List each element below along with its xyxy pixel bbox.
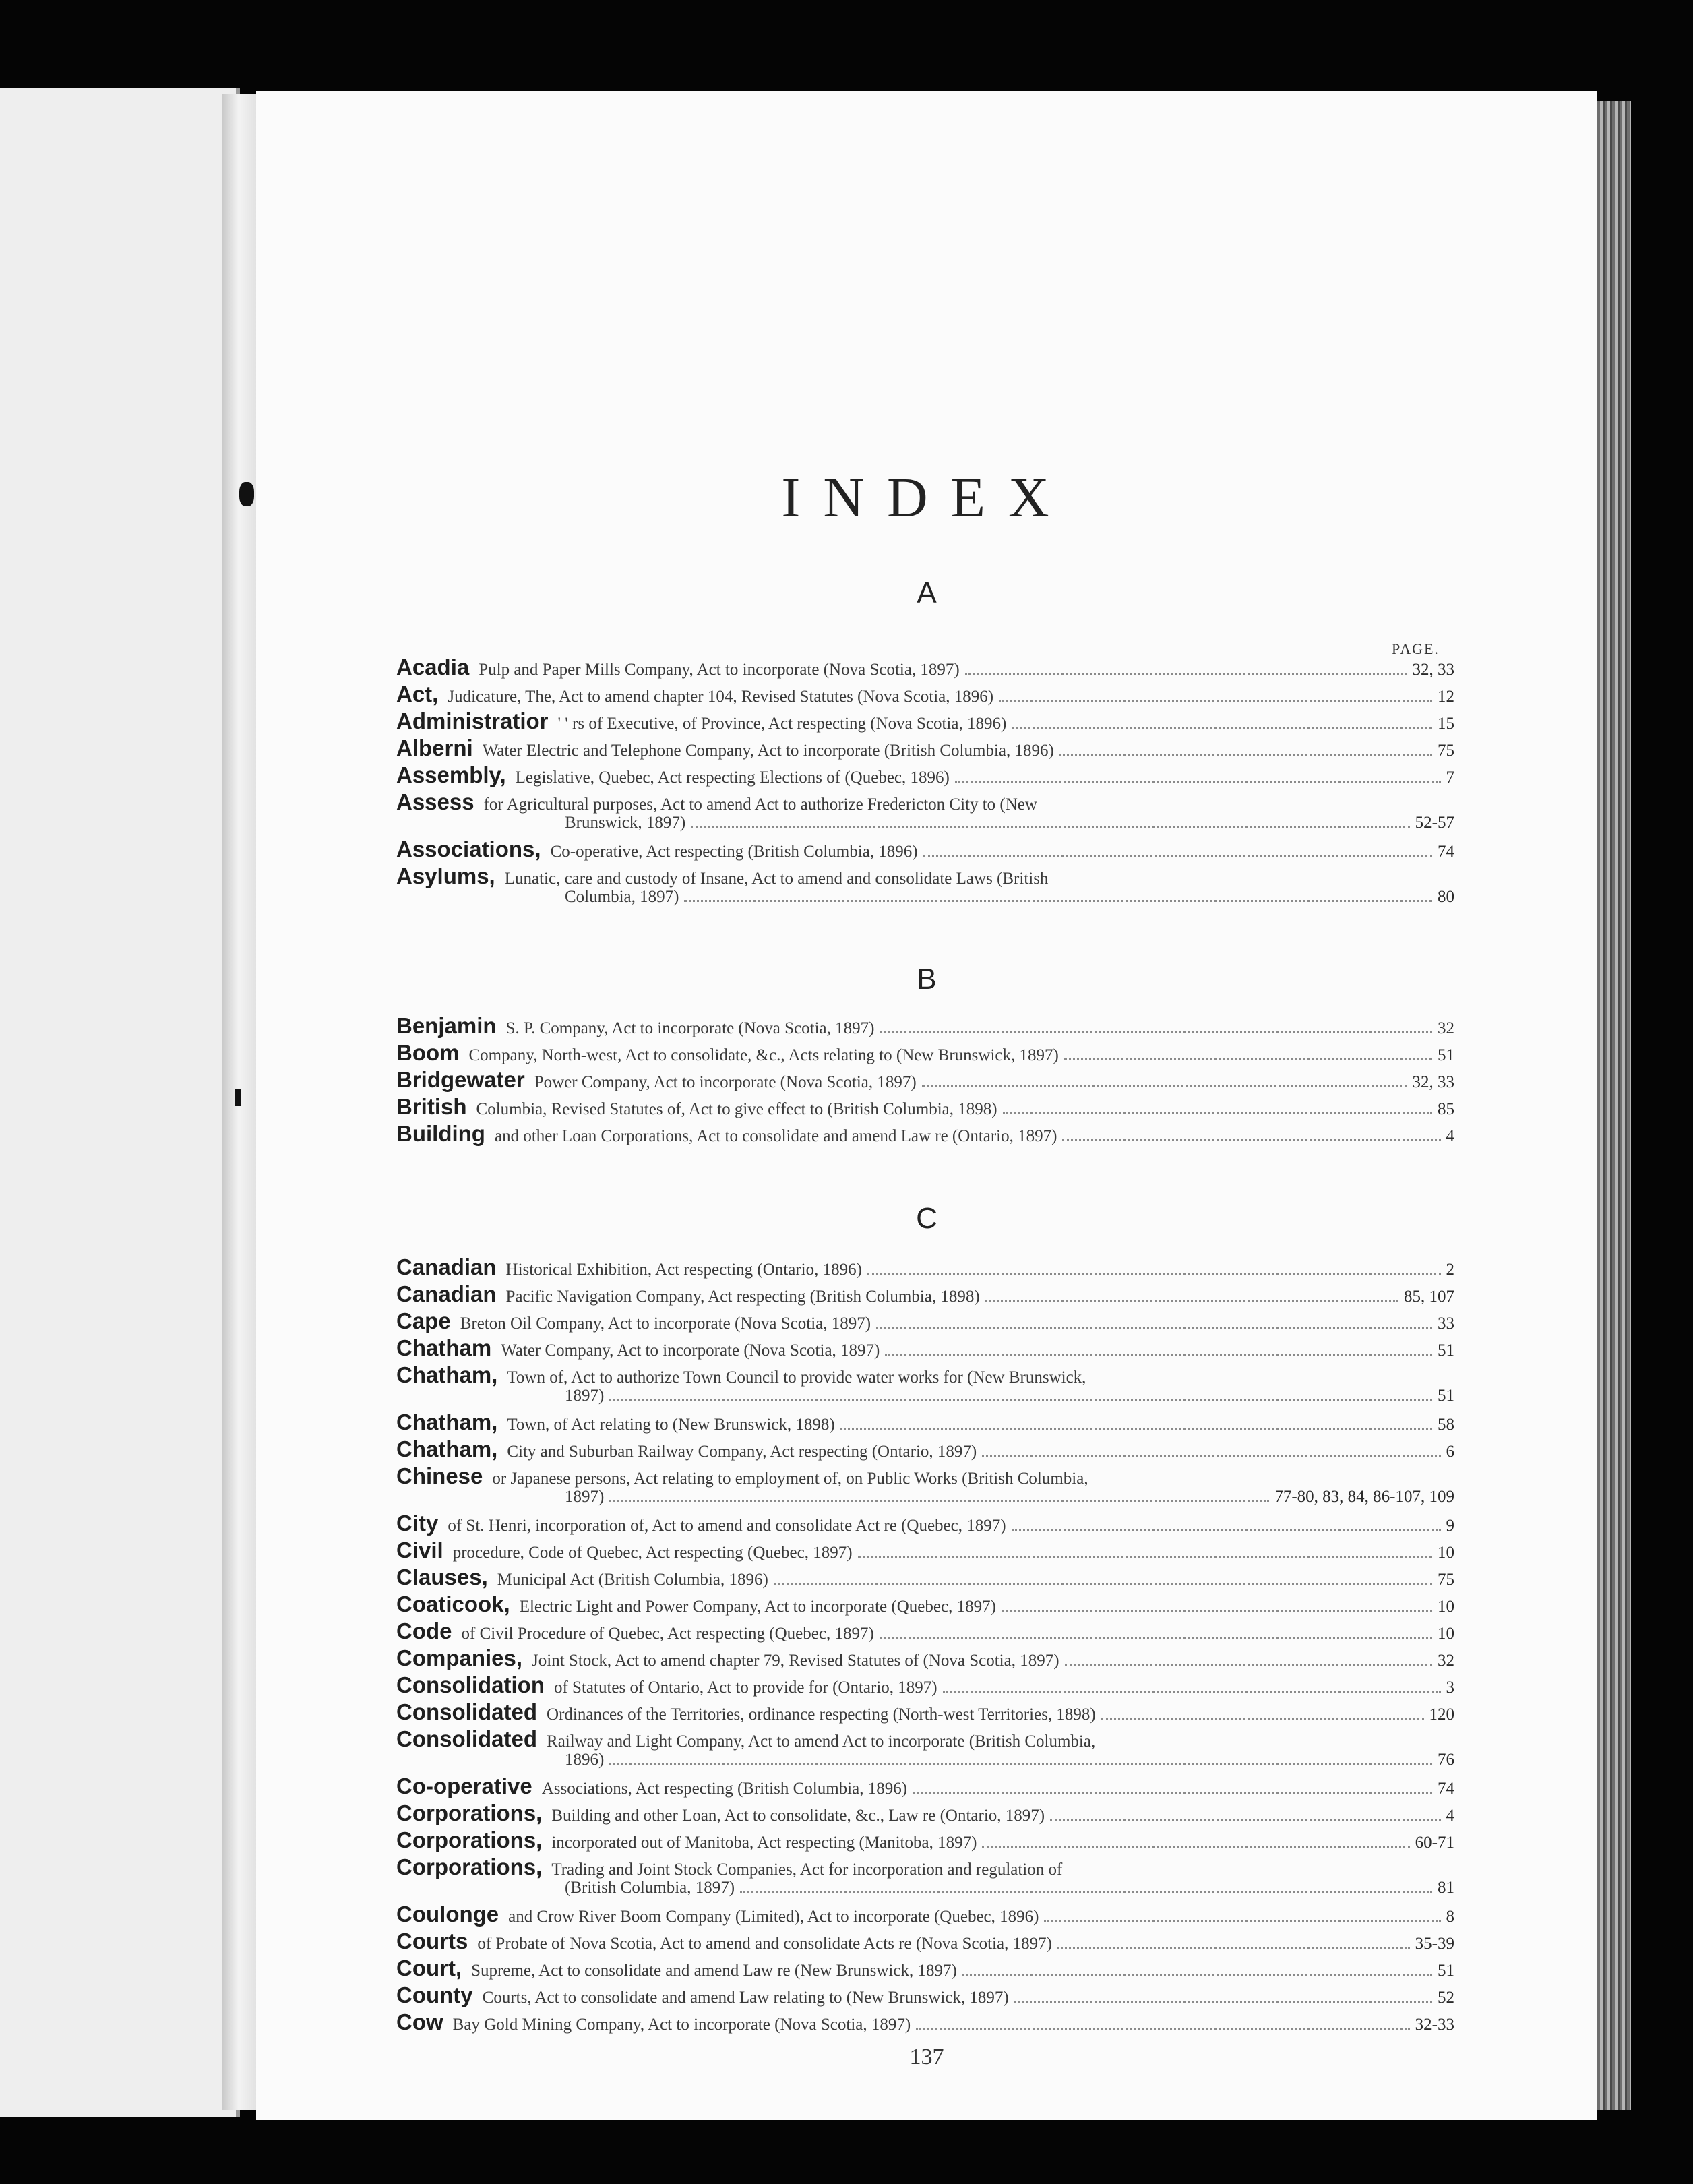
section-letter-c: C (916, 1202, 937, 1235)
entry-heading: Assembly, (396, 762, 506, 787)
index-entry (396, 789, 1454, 834)
left-page (0, 88, 240, 2117)
entry-heading: Co-operative (396, 1773, 532, 1798)
leader-dots (1057, 1947, 1410, 1949)
index-entry (396, 1254, 1454, 1279)
index-entry-line (396, 1067, 1454, 1091)
entry-description: of Probate of Nova Scotia, Act to amend and consolidate Acts re (Nova Scotia, 1897) (477, 1935, 1052, 1953)
index-entry-line (396, 1013, 1454, 1037)
entry-heading: Chatham, (396, 1362, 498, 1387)
entry-heading: Consolidated (396, 1726, 538, 1751)
section-c-entries (396, 1254, 1454, 2036)
entry-continuation-line (396, 888, 1454, 908)
leader-dots (1050, 1819, 1440, 1821)
entry-heading: Corporations, (396, 1827, 543, 1852)
section-letter-b: B (917, 963, 937, 996)
leader-dots (609, 1763, 1432, 1765)
entry-page-ref: 85, 107 (1404, 1287, 1454, 1306)
leader-dots (774, 1583, 1432, 1585)
entry-heading: Asylums, (396, 863, 495, 888)
entry-description: Legislative, Quebec, Act respecting Elections of (Quebec, 1896) (515, 768, 950, 787)
leader-dots (916, 2028, 1409, 2030)
entry-page-ref: 76 (1438, 1751, 1454, 1769)
entry-description: Municipal Act (British Columbia, 1896) (497, 1571, 768, 1589)
page-title: INDEX (781, 466, 1072, 529)
index-entry (396, 1773, 1454, 1798)
section-a-entries (396, 655, 1454, 911)
entry-heading: Boom (396, 1040, 460, 1065)
index-entry-line (396, 1672, 1454, 1697)
entry-description: of Civil Procedure of Quebec, Act respecting (Quebec, 1897) (461, 1625, 874, 1643)
entry-description: of St. Henri, incorporation of, Act to amend and consolidate Act re (Quebec, 1897) (448, 1517, 1006, 1535)
leader-dots (1014, 2001, 1432, 2003)
entry-page-ref: 33 (1438, 1314, 1454, 1333)
index-entry-line (396, 1854, 1454, 1879)
page-stack-edge (1597, 101, 1631, 2110)
entry-heading: Administratior (396, 708, 549, 733)
entry-continuation: 1897) (565, 1488, 605, 1506)
entry-page-ref: 4 (1446, 1807, 1454, 1825)
index-entry-line (396, 1094, 1454, 1118)
index-entry (396, 1699, 1454, 1724)
entry-continuation-line (396, 1879, 1454, 1899)
index-entry-line (396, 1726, 1454, 1751)
leader-dots (867, 1273, 1441, 1275)
entry-description: Electric Light and Power Company, Act to incorporate (Quebec, 1897) (519, 1598, 996, 1616)
entry-heading: Canadian (396, 1254, 497, 1279)
entry-heading: Chatham (396, 1335, 492, 1360)
index-entry-line (396, 1121, 1454, 1145)
index-entry-line (396, 837, 1454, 861)
entry-page-ref: 32-33 (1415, 2015, 1454, 2034)
entry-heading: Chatham, (396, 1409, 498, 1434)
entry-heading: Court, (396, 1955, 462, 1980)
index-entry (396, 1591, 1454, 1616)
leader-dots (1002, 1610, 1432, 1612)
leader-dots (876, 1327, 1432, 1329)
index-entry-line (396, 1982, 1454, 2007)
entry-heading: Corporations, (396, 1854, 543, 1879)
index-entry-line (396, 1463, 1454, 1488)
index-entry-line (396, 1699, 1454, 1724)
entry-heading: Consolidation (396, 1672, 545, 1697)
index-entry (396, 1538, 1454, 1562)
entry-description: ' ' rs of Executive, of Province, Act respecting (Nova Scotia, 1896) (557, 715, 1007, 733)
leader-dots (1003, 1112, 1432, 1114)
entry-heading: Associations, (396, 837, 541, 861)
leader-dots (840, 1428, 1432, 1430)
entry-description: Pacific Navigation Company, Act respecting (British Columbia, 1898) (505, 1287, 980, 1306)
binding-mark (239, 482, 254, 506)
entry-page-ref: 51 (1438, 1046, 1454, 1064)
entry-description: Company, North-west, Act to consolidate, &c., Acts relating to (New Brunswick, 1897) (468, 1046, 1059, 1064)
index-entry-line (396, 1409, 1454, 1434)
entry-page-ref: 9 (1446, 1517, 1454, 1535)
leader-dots (609, 1399, 1432, 1401)
index-entry (396, 1335, 1454, 1360)
leader-dots (1012, 727, 1432, 729)
entry-heading: City (396, 1511, 439, 1536)
entry-description: Courts, Act to consolidate and amend Law relating to (New Brunswick, 1897) (482, 1989, 1009, 2007)
entry-page-ref: 3 (1446, 1678, 1454, 1697)
index-entry (396, 1618, 1454, 1643)
index-entry-line (396, 1040, 1454, 1064)
entry-page-ref: 77-80, 83, 84, 86-107, 109 (1274, 1488, 1454, 1506)
entry-description: Town of, Act to authorize Town Council to provide water works for (New Brunswick, (507, 1368, 1086, 1387)
index-entry (396, 1067, 1454, 1091)
entry-page-ref: 58 (1438, 1416, 1454, 1434)
entry-heading: Assess (396, 789, 474, 814)
index-entry-line (396, 1511, 1454, 1535)
index-entry-line (396, 1335, 1454, 1360)
leader-dots (1101, 1718, 1424, 1720)
entry-description: Ordinances of the Territories, ordinance respecting (North-west Territories, 1898) (547, 1705, 1096, 1724)
entry-page-ref: 6 (1446, 1443, 1454, 1461)
index-entry (396, 1672, 1454, 1697)
index-entry (396, 2009, 1454, 2034)
entry-page-ref: 75 (1438, 1571, 1454, 1589)
index-entry-line (396, 1618, 1454, 1643)
entry-heading: Alberni (396, 735, 473, 760)
leader-dots (1065, 1664, 1432, 1666)
index-entry-line (396, 681, 1454, 706)
index-entry-line (396, 1827, 1454, 1852)
leader-dots (1044, 1920, 1440, 1922)
entry-page-ref: 8 (1446, 1908, 1454, 1926)
entry-description: or Japanese persons, Act relating to employment of, on Public Works (British Columbia, (492, 1469, 1088, 1488)
entry-heading: County (396, 1982, 473, 2007)
entry-page-ref: 2 (1446, 1261, 1454, 1279)
index-entry (396, 735, 1454, 760)
index-entry-line (396, 1254, 1454, 1279)
entry-page-ref: 52-57 (1415, 814, 1454, 832)
index-entry-line (396, 1281, 1454, 1306)
index-entry-line (396, 789, 1454, 814)
index-entry-line (396, 1955, 1454, 1980)
entry-description: procedure, Code of Quebec, Act respecting (Quebec, 1897) (452, 1544, 853, 1562)
entry-description: Supreme, Act to consolidate and amend Law re (New Brunswick, 1897) (471, 1962, 957, 1980)
entry-heading: Clauses, (396, 1565, 488, 1589)
index-entry (396, 1094, 1454, 1118)
entry-page-ref: 74 (1438, 1780, 1454, 1798)
entry-page-ref: 32, 33 (1412, 661, 1454, 679)
entry-description: Town, of Act relating to (New Brunswick, 1898) (507, 1416, 835, 1434)
entry-page-ref: 32 (1438, 1651, 1454, 1670)
entry-description: Historical Exhibition, Act respecting (Ontario, 1896) (505, 1261, 862, 1279)
index-entry (396, 655, 1454, 679)
entry-description: Building and other Loan, Act to consolidate, &c., Law re (Ontario, 1897) (551, 1807, 1045, 1825)
entry-heading: Canadian (396, 1281, 497, 1306)
leader-dots (943, 1691, 1441, 1693)
leader-dots (609, 1500, 1269, 1502)
leader-dots (982, 1455, 1440, 1457)
entry-page-ref: 12 (1438, 688, 1454, 706)
entry-description: and Crow River Boom Company (Limited), Act to incorporate (Quebec, 1896) (508, 1908, 1039, 1926)
entry-heading: Corporations, (396, 1800, 543, 1825)
entry-page-ref: 51 (1438, 1962, 1454, 1980)
entry-heading: Code (396, 1618, 452, 1643)
entry-description: Trading and Joint Stock Companies, Act for incorporation and regulation of (551, 1860, 1063, 1879)
index-entry-line (396, 1308, 1454, 1333)
leader-dots (1062, 1139, 1440, 1141)
entry-continuation-line (396, 1387, 1454, 1407)
index-entry (396, 1463, 1454, 1508)
leader-dots (885, 1354, 1432, 1356)
index-entry (396, 681, 1454, 706)
entry-heading: Coaticook, (396, 1591, 510, 1616)
entry-page-ref: 85 (1438, 1100, 1454, 1118)
entry-continuation-line (396, 1751, 1454, 1771)
leader-dots (1059, 754, 1432, 756)
index-entry-line (396, 1565, 1454, 1589)
index-entry-line (396, 1362, 1454, 1387)
entry-description: Co-operative, Act respecting (British Columbia, 1896) (550, 843, 918, 861)
binding-mark (235, 1089, 241, 1106)
entry-page-ref: 80 (1438, 888, 1454, 906)
leader-dots (880, 1031, 1432, 1033)
entry-description: and other Loan Corporations, Act to consolidate and amend Law re (Ontario, 1897) (494, 1127, 1057, 1145)
page-number: 137 (909, 2044, 944, 2069)
entry-continuation: Brunswick, 1897) (565, 814, 686, 832)
index-entry (396, 1281, 1454, 1306)
index-entry-line (396, 1929, 1454, 1953)
entry-description: for Agricultural purposes, Act to amend Act to authorize Fredericton City to (New (483, 795, 1037, 814)
index-entry (396, 863, 1454, 908)
leader-dots (913, 1792, 1432, 1794)
entry-continuation-line (396, 814, 1454, 834)
entry-continuation: 1897) (565, 1387, 605, 1405)
index-entry-line (396, 735, 1454, 760)
entry-heading: Bridgewater (396, 1067, 525, 1092)
entry-heading: Consolidated (396, 1699, 538, 1724)
index-entry-line (396, 762, 1454, 787)
entry-page-ref: 120 (1429, 1705, 1454, 1724)
index-entry (396, 1800, 1454, 1825)
entry-description: Breton Oil Company, Act to incorporate (Nova Scotia, 1897) (460, 1314, 871, 1333)
entry-page-ref: 10 (1438, 1598, 1454, 1616)
entry-page-ref: 75 (1438, 741, 1454, 760)
entry-continuation: 1896) (565, 1751, 605, 1769)
entry-description: City and Suburban Railway Company, Act respecting (Ontario, 1897) (507, 1443, 977, 1461)
entry-heading: Chinese (396, 1463, 483, 1488)
entry-page-ref: 51 (1438, 1341, 1454, 1360)
leader-dots (982, 1846, 1409, 1848)
entry-page-ref: 52 (1438, 1989, 1454, 2007)
index-entry-line (396, 2009, 1454, 2034)
entry-description: Columbia, Revised Statutes of, Act to give effect to (British Columbia, 1898) (476, 1100, 997, 1118)
index-entry (396, 1827, 1454, 1852)
entry-heading: Cow (396, 2009, 443, 2034)
index-page (256, 91, 1597, 2120)
entry-heading: Companies, (396, 1645, 523, 1670)
entry-heading: Courts (396, 1929, 468, 1953)
index-entry-line (396, 863, 1454, 888)
entry-page-ref: 81 (1438, 1879, 1454, 1897)
entry-page-ref: 32, 33 (1412, 1073, 1454, 1091)
entry-page-ref: 10 (1438, 1625, 1454, 1643)
index-entry (396, 708, 1454, 733)
entry-continuation: Columbia, 1897) (565, 888, 679, 906)
index-entry (396, 762, 1454, 787)
entry-description: Associations, Act respecting (British Columbia, 1896) (541, 1780, 908, 1798)
leader-dots (880, 1637, 1432, 1639)
index-entry-line (396, 655, 1454, 679)
entry-page-ref: 35-39 (1415, 1935, 1454, 1953)
entry-page-ref: 60-71 (1415, 1833, 1454, 1852)
entry-page-ref: 4 (1446, 1127, 1454, 1145)
leader-dots (965, 673, 1407, 675)
entry-description: Joint Stock, Act to amend chapter 79, Revised Statutes of (Nova Scotia, 1897) (532, 1651, 1059, 1670)
leader-dots (684, 900, 1432, 902)
entry-page-ref: 74 (1438, 843, 1454, 861)
leader-dots (962, 1974, 1432, 1976)
entry-description: Railway and Light Company, Act to amend Act to incorporate (British Columbia, (547, 1732, 1096, 1751)
index-entry-line (396, 1800, 1454, 1825)
leader-dots (1064, 1058, 1432, 1060)
index-entry (396, 1565, 1454, 1589)
entry-description: of Statutes of Ontario, Act to provide for (Ontario, 1897) (553, 1678, 937, 1697)
index-entry-line (396, 708, 1454, 733)
index-entry-line (396, 1591, 1454, 1616)
index-entry (396, 1982, 1454, 2007)
index-entry (396, 1308, 1454, 1333)
entry-heading: Cape (396, 1308, 451, 1333)
entry-description: incorporated out of Manitoba, Act respecting (Manitoba, 1897) (551, 1833, 977, 1852)
entry-page-ref: 51 (1438, 1387, 1454, 1405)
index-entry-line (396, 1773, 1454, 1798)
entry-continuation-line (396, 1488, 1454, 1508)
section-b-entries (396, 1013, 1454, 1148)
entry-heading: British (396, 1094, 467, 1119)
entry-heading: Civil (396, 1538, 443, 1563)
index-entry (396, 1902, 1454, 1926)
index-entry (396, 1040, 1454, 1064)
entry-description: Judicature, The, Act to amend chapter 104, Revised Statutes (Nova Scotia, 1896) (448, 688, 994, 706)
entry-description: Lunatic, care and custody of Insane, Act to amend and consolidate Laws (British (504, 870, 1049, 888)
entry-page-ref: 7 (1446, 768, 1454, 787)
entry-description: Water Company, Act to incorporate (Nova Scotia, 1897) (501, 1341, 880, 1360)
index-entry-line (396, 1902, 1454, 1926)
entry-description: Power Company, Act to incorporate (Nova Scotia, 1897) (534, 1073, 917, 1091)
entry-page-ref: 15 (1438, 715, 1454, 733)
index-entry (396, 1511, 1454, 1535)
index-entry-line (396, 1645, 1454, 1670)
leader-dots (999, 700, 1432, 702)
index-entry (396, 1121, 1454, 1145)
entry-heading: Building (396, 1121, 485, 1146)
section-letter-a: A (917, 576, 937, 609)
index-entry (396, 1726, 1454, 1771)
entry-heading: Chatham, (396, 1436, 498, 1461)
index-entry (396, 1645, 1454, 1670)
entry-description: Water Electric and Telephone Company, Act to incorporate (British Columbia, 1896) (482, 741, 1054, 760)
leader-dots (955, 781, 1441, 783)
entry-heading: Act, (396, 681, 439, 706)
leader-dots (740, 1891, 1432, 1893)
leader-dots (858, 1556, 1432, 1558)
entry-heading: Coulonge (396, 1902, 499, 1927)
index-entry-line (396, 1436, 1454, 1461)
entry-heading: Acadia (396, 655, 470, 679)
entry-description: S. P. Company, Act to incorporate (Nova Scotia, 1897) (505, 1019, 875, 1037)
leader-dots (1012, 1529, 1441, 1531)
entry-page-ref: 10 (1438, 1544, 1454, 1562)
leader-dots (923, 855, 1432, 857)
entry-heading: Benjamin (396, 1013, 497, 1038)
entry-description: Bay Gold Mining Company, Act to incorporate (Nova Scotia, 1897) (452, 2015, 911, 2034)
index-entry (396, 1854, 1454, 1899)
index-entry (396, 1436, 1454, 1461)
index-entry (396, 1362, 1454, 1407)
index-entry (396, 1929, 1454, 1953)
entry-page-ref: 32 (1438, 1019, 1454, 1037)
entry-description: Pulp and Paper Mills Company, Act to incorporate (Nova Scotia, 1897) (479, 661, 960, 679)
index-entry-line (396, 1538, 1454, 1562)
leader-dots (985, 1300, 1398, 1302)
index-entry (396, 1409, 1454, 1434)
index-entry (396, 1955, 1454, 1980)
entry-continuation: (British Columbia, 1897) (565, 1879, 735, 1897)
leader-dots (922, 1085, 1407, 1087)
index-entry (396, 837, 1454, 861)
page-column-label: PAGE. (1392, 640, 1440, 657)
index-entry (396, 1013, 1454, 1037)
leader-dots (691, 826, 1410, 828)
